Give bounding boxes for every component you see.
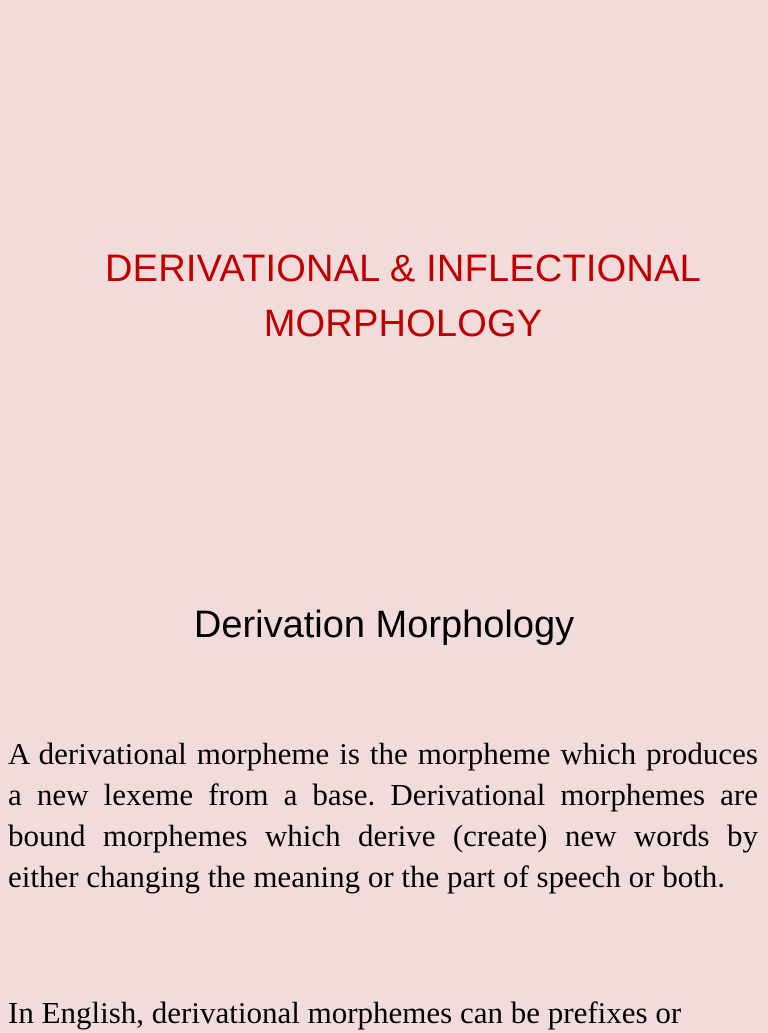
slide-title bbox=[0, 242, 768, 352]
slide-title-line-2: MORPHOLOGY bbox=[263, 303, 543, 345]
definition-paragraph: A derivational morpheme is the morpheme which produces a new lexeme from a base. Derivational morphemes are bound morphemes which derive (create) new words by either changing the meaning or the part of speech or both. bbox=[8, 736, 758, 894]
slide-title-line-1: DERIVATIONAL & INFLECTIONAL bbox=[105, 248, 701, 290]
section-heading: Derivation Morphology bbox=[193, 604, 575, 646]
english-prefixes-paragraph: In English, derivational morphemes can be prefixes or bbox=[8, 995, 682, 1030]
